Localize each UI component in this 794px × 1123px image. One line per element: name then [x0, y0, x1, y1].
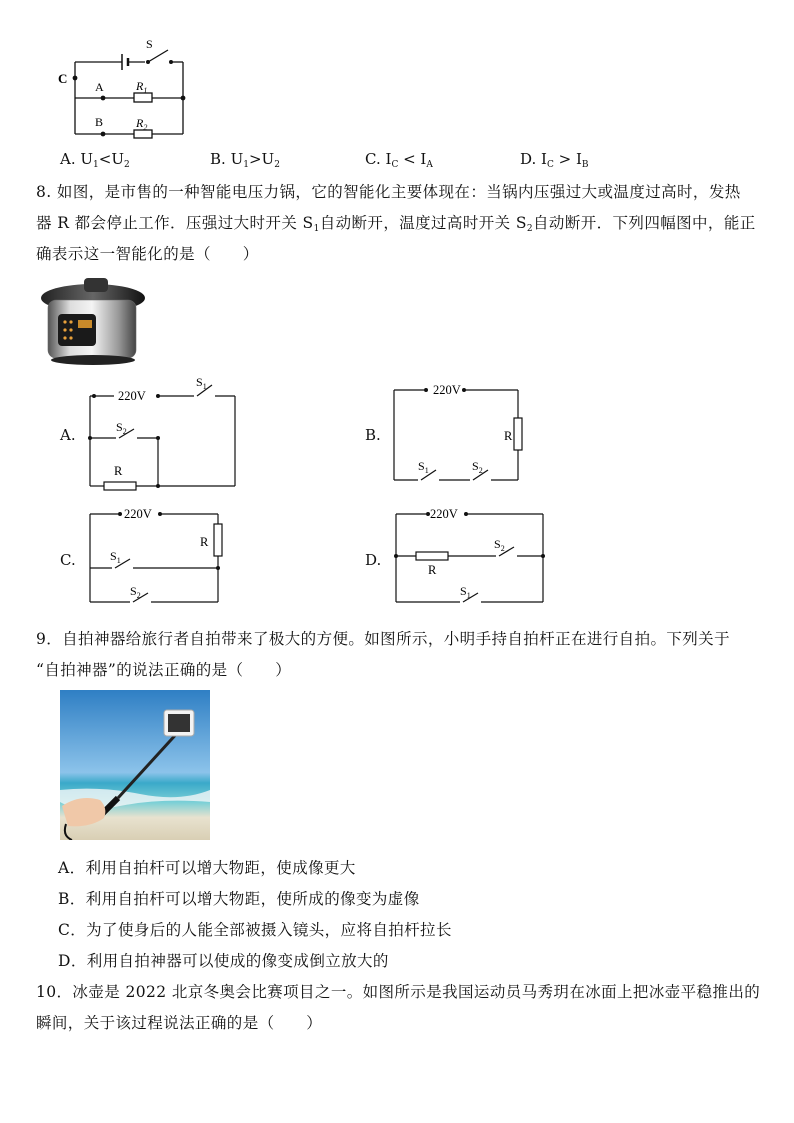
- svg-text:S1: $S_1$: [460, 584, 471, 600]
- q8-circuit-d: [390, 502, 550, 608]
- svg-text:R2: $R_2$: [136, 116, 148, 132]
- svg-text:R: R: [428, 563, 437, 577]
- svg-text:S2: $S_2$: [494, 537, 505, 553]
- svg-text:S2: $S_2$: [472, 459, 483, 475]
- svg-text:220V: 220V: [430, 507, 458, 521]
- svg-text:S1: $S_1$: [418, 459, 429, 475]
- q8-option-a-label: A.: [60, 426, 76, 444]
- q7-r2-label: R: [136, 116, 144, 130]
- q9-option-b: B．利用自拍杆可以增大物距，使所成的像变为虚像: [58, 890, 420, 908]
- svg-text:R: R: [114, 464, 123, 478]
- q7-r1-label: R: [136, 79, 144, 93]
- q9-stem-line1: 9．自拍神器给旅行者自拍带来了极大的方便。如图所示，小明手持自拍杆正在进行自拍。下列关于: [36, 630, 730, 648]
- q8-stem-line3: 确表示这一智能化的是（ ）: [36, 245, 259, 263]
- q7-option-d: D. $I_C > I_B$: [520, 150, 589, 170]
- q7-node-b: B: [95, 115, 104, 129]
- selfie-stick-image: [60, 690, 210, 840]
- q7-node-a: A: [95, 80, 104, 94]
- q10-stem-line1: 10．冰壶是 2022 北京冬奥会比赛项目之一。如图所示是我国运动员马秀玥在冰面上把冰壶平稳推出的: [36, 983, 761, 1001]
- q7-option-a: A. $U_1<U_2$: [60, 150, 130, 170]
- q7-circuit-diagram: [50, 36, 200, 144]
- svg-text:220V: 220V: [433, 383, 461, 397]
- q9-stem-line2: “自拍神器”的说法正确的是（ ）: [36, 661, 292, 679]
- q10-stem-line2: 瞬间，关于该过程说法正确的是（ ）: [36, 1014, 323, 1032]
- q9-option-d: D．利用自拍神器可以使成的像变成倒立放大的: [58, 952, 389, 970]
- q7-node-c: C: [58, 71, 68, 86]
- q8-circuit-b: [388, 376, 538, 486]
- q7-option-b: B. $U_1>U_2$: [210, 150, 280, 170]
- q9-option-a: A．利用自拍杆可以增大物距，使成像更大: [58, 859, 356, 877]
- q8-stem-line1: 8. 如图，是市售的一种智能电压力锅，它的智能化主要体现在：当锅内压强过大或温度过高时，发热: [36, 183, 741, 201]
- svg-text:S1: $S_1$: [196, 375, 207, 391]
- pressure-cooker-image: [38, 270, 148, 368]
- q8-option-c-label: C.: [60, 551, 76, 569]
- q8-option-b-label: B.: [365, 426, 381, 444]
- svg-text:R1: $R_1$: [136, 79, 148, 95]
- svg-text:R: R: [200, 535, 209, 549]
- svg-text:S1: $S_1$: [110, 549, 121, 565]
- svg-text:220V: 220V: [118, 389, 146, 403]
- q8-option-d-label: D.: [365, 551, 382, 569]
- svg-text:220V: 220V: [124, 507, 152, 521]
- q8-stem-line2: 器 R 都会停止工作．压强过大时开关 $S_1$自动断开，温度过高时开关 $S_2$自动断开．下列四幅图中，能正: [36, 214, 756, 234]
- q7-option-c: C. $I_C < I_A$: [365, 150, 433, 170]
- q8-circuit-c: [84, 502, 234, 608]
- q9-option-c: C．为了使身后的人能全部被摄入镜头，应将自拍杆拉长: [58, 921, 452, 939]
- svg-text:S2: $S_2$: [130, 584, 141, 600]
- svg-text:S2: $S_2$: [116, 420, 127, 436]
- q7-switch-label: S: [146, 37, 153, 51]
- q8-circuit-a: [82, 372, 242, 492]
- svg-text:R: R: [504, 429, 513, 443]
